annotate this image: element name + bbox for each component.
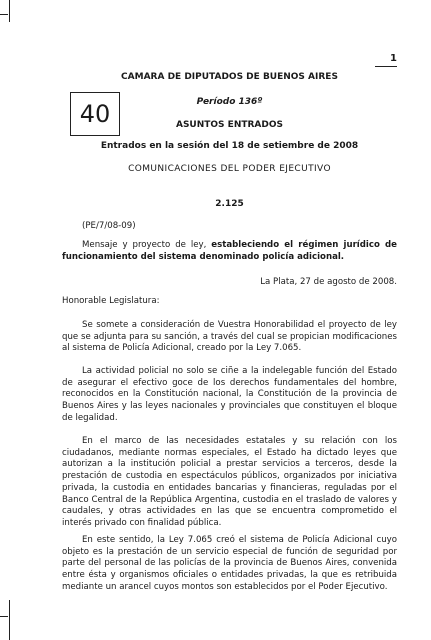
section-title: ASUNTOS ENTRADOS	[175, 120, 283, 130]
crop-mark-top-horizontal	[0, 14, 8, 15]
intro-text: Mensaje y proyecto de ley,	[82, 240, 212, 250]
item-number: 2.125	[215, 199, 244, 209]
communications-heading: COMUNICACIONES DEL PODER EJECUTIVO	[128, 164, 331, 174]
paragraph-2: La actividad policial no solo se ciñe a la indelegable función del Estado de asegurar el efectivo goce de los derechos fundamentales del hombre, reconocidos en la Constitución nacional, la Constitución de la provincia de Buenos Aires y las leyes nacionales y provinciales que constituyen el bloque de legalidad.	[62, 366, 397, 423]
issue-number-box: 40	[70, 92, 120, 136]
intro-paragraph	[62, 240, 397, 263]
paragraph-3: En el marco de las necesidades estatales y su relación con los ciudadanos, mediante normas especiales, el Estado ha dictado leyes que autorizan a la institución policial a prestar servicios a terceros, desde la prestación de custodia en espectáculos públicos, organizados por iniciativa privada, la custodia en entidades bancarias y financieras, reguladas por el Banco Central de la República Argentina, custodia en el traslado de valores y caudales, y otras actividades en las que se encuentra comprometido el interés privado con finalidad pública.	[62, 436, 397, 528]
crop-mark-bottom	[9, 600, 10, 640]
salutation: Honorable Legislatura:	[62, 296, 160, 306]
period-label: Período 136º	[196, 97, 263, 107]
page-number: 1	[390, 53, 397, 64]
reference-code: (PE/7/08-09)	[82, 221, 136, 231]
paragraph-4: En este sentido, la Ley 7.065 creó el sistema de Policía Adicional cuyo objeto es la prestación de un servicio especial de función de seguridad por parte del personal de las policías de la provincia de Buenos Aires, convenida entre ésta y organismos oficiales o entidades privadas, la que es retribuida mediante un arancel cuyos montos son establecidos por el Poder Ejecutivo.	[62, 535, 397, 592]
page-number-rule	[375, 66, 397, 67]
session-line: Entrados en la sesión del 18 de setiembre de 2008	[100, 141, 359, 151]
intro-bold-text: estableciendo el régimen jurídico de funcionamiento del sistema denominado policía adicional.	[62, 240, 398, 262]
paragraph-1: Se somete a consideración de Vuestra Honorabilidad el proyecto de ley que se adjunta para su sanción, a través del cual se propician modificaciones al sistema de Policía Adicional, creado por la Ley 7.065.	[62, 320, 397, 354]
crop-mark-bottom-horizontal	[0, 616, 8, 617]
date-line: La Plata, 27 de agosto de 2008.	[260, 277, 397, 287]
chamber-title: CAMARA DE DIPUTADOS DE BUENOS AIRES	[121, 72, 338, 82]
crop-mark-top	[9, 0, 10, 22]
